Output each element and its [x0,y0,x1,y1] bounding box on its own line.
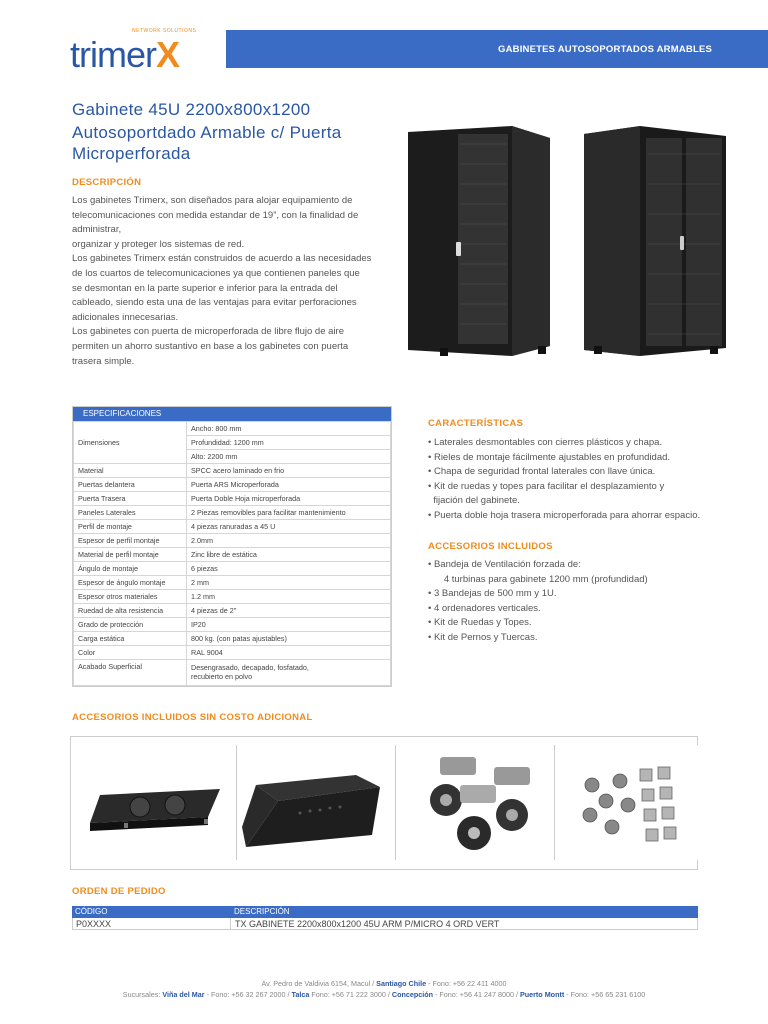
order-code: P0XXXX [73,918,231,929]
spec-value: Ancho: 800 mm [187,422,391,436]
order-col-code: CÓDIGO [72,906,230,918]
description-paragraph: organizar y proteger los sistemas de red. [72,238,245,250]
description-text [72,194,372,369]
fan-tray-image [80,745,228,860]
spec-value: 800 kg. (con patas ajustables) [187,632,391,646]
divider [554,745,555,860]
list-item: • Kit de Pernos y Tuercas. [428,631,538,643]
spec-value: 6 piezas [187,562,391,576]
table-row [74,506,391,520]
table-row [74,576,391,590]
table-row [74,618,391,632]
spec-key: Paneles Laterales [74,506,187,520]
table-row [74,534,391,548]
table-row [74,422,391,436]
spec-key: Espesor otros materiales [74,590,187,604]
table-row [74,646,391,660]
order-col-desc: DESCRIPCIÓN [234,907,290,916]
footer-branches: Sucursales: Viña del Mar - Fono: +56 32 267 2000 / Talca Fono: +56 71 222 3000 / Concepción - Fono: +56 41 247 8000 / Puerto Montt - Fono: +56 65 231 6100 [122,990,646,999]
list-item: • Kit de Ruedas y Topes. [428,617,532,629]
spec-key: Puerta Trasera [74,492,187,506]
table-row [72,918,698,930]
spec-key: Espesor de ángulo montaje [74,576,187,590]
table-row [74,520,391,534]
spec-key: Material [74,464,187,478]
included-list [428,558,758,646]
spec-value: Desengrasado, decapado, fosfatado, recubierto en polvo [187,660,391,686]
spec-key: Puertas delantera [74,478,187,492]
divider [236,745,237,860]
list-item: • Kit de ruedas y topes para facilitar el desplazamiento y [428,480,665,492]
spec-value: IP20 [187,618,391,632]
spec-key: Ángulo de montaje [74,562,187,576]
order-description: TX GABINETE 2200x800x1200 45U ARM P/MICRO 4 ORD VERT [235,919,500,929]
table-row [74,590,391,604]
table-row [74,492,391,506]
table-row [74,632,391,646]
header-banner [226,30,768,68]
specifications-table [72,406,392,687]
spec-value: 2.0mm [187,534,391,548]
list-item: 4 turbinas para gabinete 1200 mm (profundidad) [428,573,648,585]
spec-value: 4 piezas de 2” [187,604,391,618]
spec-value: RAL 9004 [187,646,391,660]
specifications-header: ESPECIFICACIONES [73,407,391,421]
spec-key: Ruedad de alta resistencia [74,604,187,618]
spec-value: SPCC acero laminado en frio [187,464,391,478]
description-paragraph: Los gabinetes Trimerx, son diseñados para alojar equipamiento de telecomunicaciones con medida estandar de 19”, con la finalidad de administrar, [72,195,359,236]
list-item: • 3 Bandejas de 500 mm y 1U. [428,588,557,600]
description-paragraph: Los gabinetes con puerta de microperforada de libre flujo de aire permiten un ahorro sustantivo en base a los gabinetes con puerta trasera simple. [72,326,349,367]
order-header-row [72,906,698,918]
spec-key: Acabado Superficial [74,660,187,686]
table-row [74,548,391,562]
spec-value: 4 piezas ranuradas a 45 U [187,520,391,534]
included-label: ACCESORIOS INCLUIDOS [428,541,553,552]
shelf-tray-image [240,745,388,860]
description-label: DESCRIPCIÓN [72,177,142,188]
screws-nuts-image [562,745,710,860]
list-item: fijación del gabinete. [428,495,520,507]
order-table [72,906,698,930]
table-row [74,464,391,478]
cabinet-front-image [400,124,555,360]
cabinet-rear-image [580,124,728,360]
table-row [74,562,391,576]
divider [395,745,396,860]
spec-value: Alto: 2200 mm [187,450,391,464]
table-row [74,660,391,686]
product-subtitle: Autosoportdado Armable c/ Puerta Microperforada [72,123,342,163]
free-accessories-label: ACCESORIOS INCLUIDOS SIN COSTO ADICIONAL [72,712,313,723]
spec-value: Profundidad: 1200 mm [187,436,391,450]
spec-key: Carga estática [74,632,187,646]
brand-logo [70,26,210,76]
spec-value: 2 Piezas removibles para facilitar mantenimiento [187,506,391,520]
spec-key: Color [74,646,187,660]
product-title: Gabinete 45U 2200x800x1200 [72,100,311,119]
features-list [428,436,758,524]
footer-address: Av. Pedro de Valdivia 6154, Macul / Santiago Chile - Fono: +56 22 411 4000 [261,979,507,988]
list-item: • Chapa de seguridad frontal laterales con llave única. [428,466,656,478]
order-label: ORDEN DE PEDIDO [72,886,166,897]
list-item: • Puerta doble hoja trasera microperforada para ahorrar espacio. [428,509,701,521]
spec-value: 1.2 mm [187,590,391,604]
table-row [74,478,391,492]
spec-key: Grado de protección [74,618,187,632]
brand-tagline: NETWORK SOLUTIONS [132,28,197,34]
list-item: • Bandeja de Ventilación forzada de: [428,559,581,570]
spec-key: Espesor de perfil montaje [74,534,187,548]
spec-key: Material de perfil montaje [74,548,187,562]
spec-value: Puerta ARS Microperforada [187,478,391,492]
spec-key: Perfil de montaje [74,520,187,534]
spec-key: Dimensiones [74,422,187,464]
table-row [74,604,391,618]
caster-wheels-image [402,745,550,860]
description-paragraph: Los gabinetes Trimerx están construidos de acuerdo a las necesidades de los cuartos de telecomunicaciones ya que contienen paneles que se desmontan en la parte superior e inferior para la entrada del cableado, siendo esta una de las ventajas para evitar perforaciones adicionales innecesarias. [72,253,372,323]
list-item: • Laterales desmontables con cierres plásticos y chapa. [428,437,663,448]
brand-wordmark: trimerX [70,34,180,75]
spec-table-body [73,421,391,686]
spec-value: Puerta Doble Hoja microperforada [187,492,391,506]
spec-value: Zinc libre de estática [187,548,391,562]
list-item: • 4 ordenadores verticales. [428,602,541,614]
features-label: CARACTERÍSTICAS [428,418,524,429]
banner-title: GABINETES AUTOSOPORTADOS ARMABLES [498,43,713,55]
footer-city: Santiago Chile [376,979,427,988]
list-item: • Rieles de montaje fácilmente ajustables en profundidad. [428,451,671,463]
spec-value: 2 mm [187,576,391,590]
